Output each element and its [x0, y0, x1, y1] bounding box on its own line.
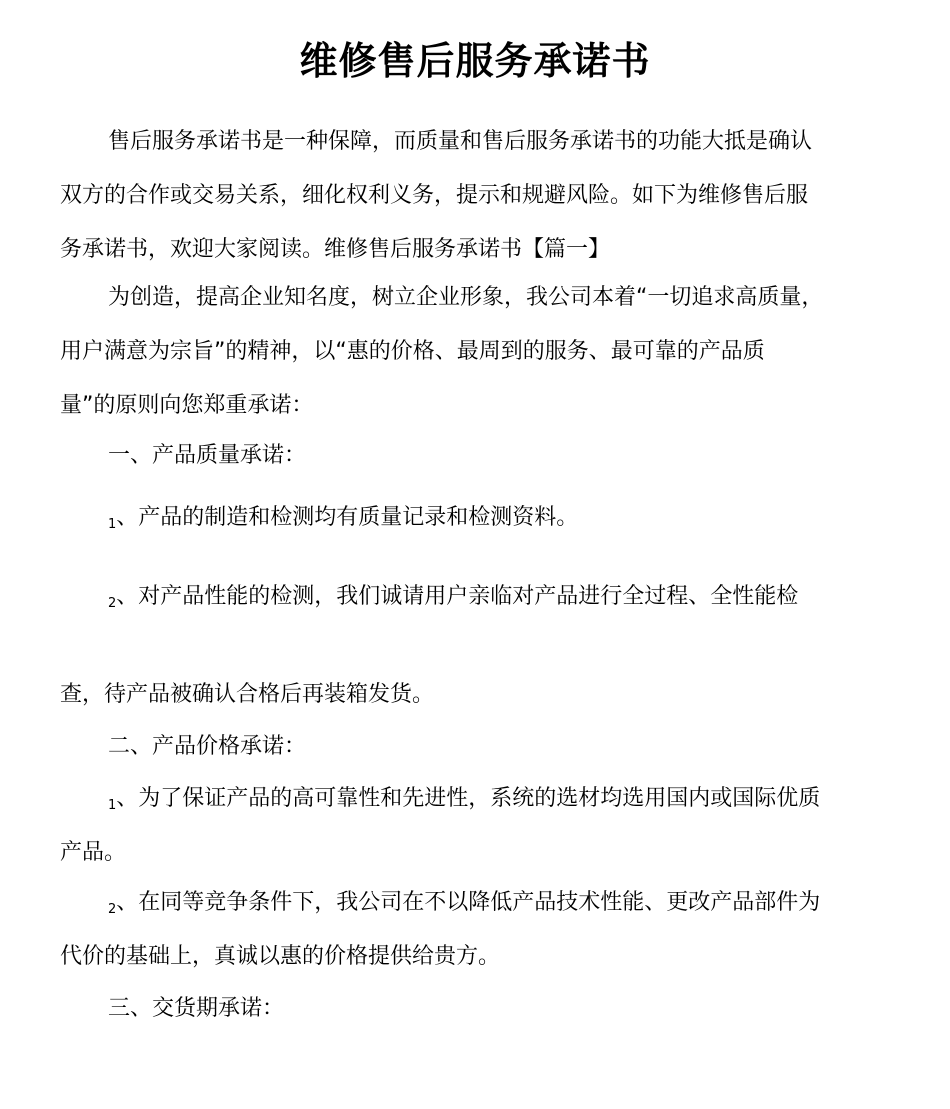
section-2-item-1-cont-line: 产品。: [60, 840, 127, 865]
item-number: 1: [108, 798, 117, 813]
item-text: 、对产品性能的检测，我们诚请用户亲临对产品进行全过程、全性能检: [116, 584, 799, 609]
section-2-heading: 二、产品价格承诺：: [108, 734, 307, 759]
intro-line-3: 务承诺书，欢迎大家阅读。维修售后服务承诺书【篇一】: [60, 237, 611, 262]
section-2-item-1-line: [60, 772, 890, 826]
section-1-item-1: [60, 491, 890, 545]
intro-line-1: 售后服务承诺书是一种保障，而质量和售后服务承诺书的功能大抵是确认: [108, 129, 813, 154]
section-2-item-1: [60, 772, 890, 880]
commitment-line-1: 为创造，提高企业知名度，树立企业形象，我公司本着“一切追求高质量，: [108, 285, 824, 310]
section-2-item-2-line: [60, 876, 890, 930]
item-number: 2: [108, 596, 117, 611]
item-number: 2: [108, 902, 117, 917]
commitment-paragraph: [60, 271, 890, 433]
section-3-heading-block: [60, 982, 890, 1036]
item-number: 1: [108, 517, 117, 532]
document-title: 维修售后服务承诺书: [299, 39, 651, 83]
section-2-heading-block: [60, 720, 890, 774]
item-text: 、产品的制造和检测均有质量记录和检测资料。: [116, 505, 579, 530]
intro-paragraph: [60, 115, 890, 277]
section-1-item-2-cont-line: 查，待产品被确认合格后再装箱发货。: [60, 682, 435, 707]
section-1-heading-block: [60, 429, 890, 483]
section-2-item-2-cont-line: 代价的基础上，真诚以惠的价格提供给贵方。: [60, 944, 501, 969]
item-text: 、在同等竞争条件下，我公司在不以降低产品技术性能、更改产品部件为: [116, 890, 821, 915]
intro-line-2: 双方的合作或交易关系，细化权利义务，提示和规避风险。如下为维修售后服: [60, 183, 809, 208]
item-text: 、为了保证产品的高可靠性和先进性，系统的选材均选用国内或国际优质: [116, 786, 821, 811]
section-1-item-2: [60, 570, 890, 624]
section-1-item-2-line: [60, 570, 890, 624]
section-1-item-1-line: [60, 491, 890, 545]
section-3-heading: 三、交货期承诺：: [108, 996, 285, 1021]
section-2-item-2: [60, 876, 890, 984]
section-1-item-2-continued: [60, 668, 890, 722]
section-1-heading: 一、产品质量承诺：: [108, 443, 307, 468]
commitment-line-3: 量”的原则向您郑重承诺：: [60, 393, 314, 418]
commitment-line-2: 用户满意为宗旨”的精神，以“惠的价格、最周到的服务、最可靠的产品质: [60, 339, 765, 364]
